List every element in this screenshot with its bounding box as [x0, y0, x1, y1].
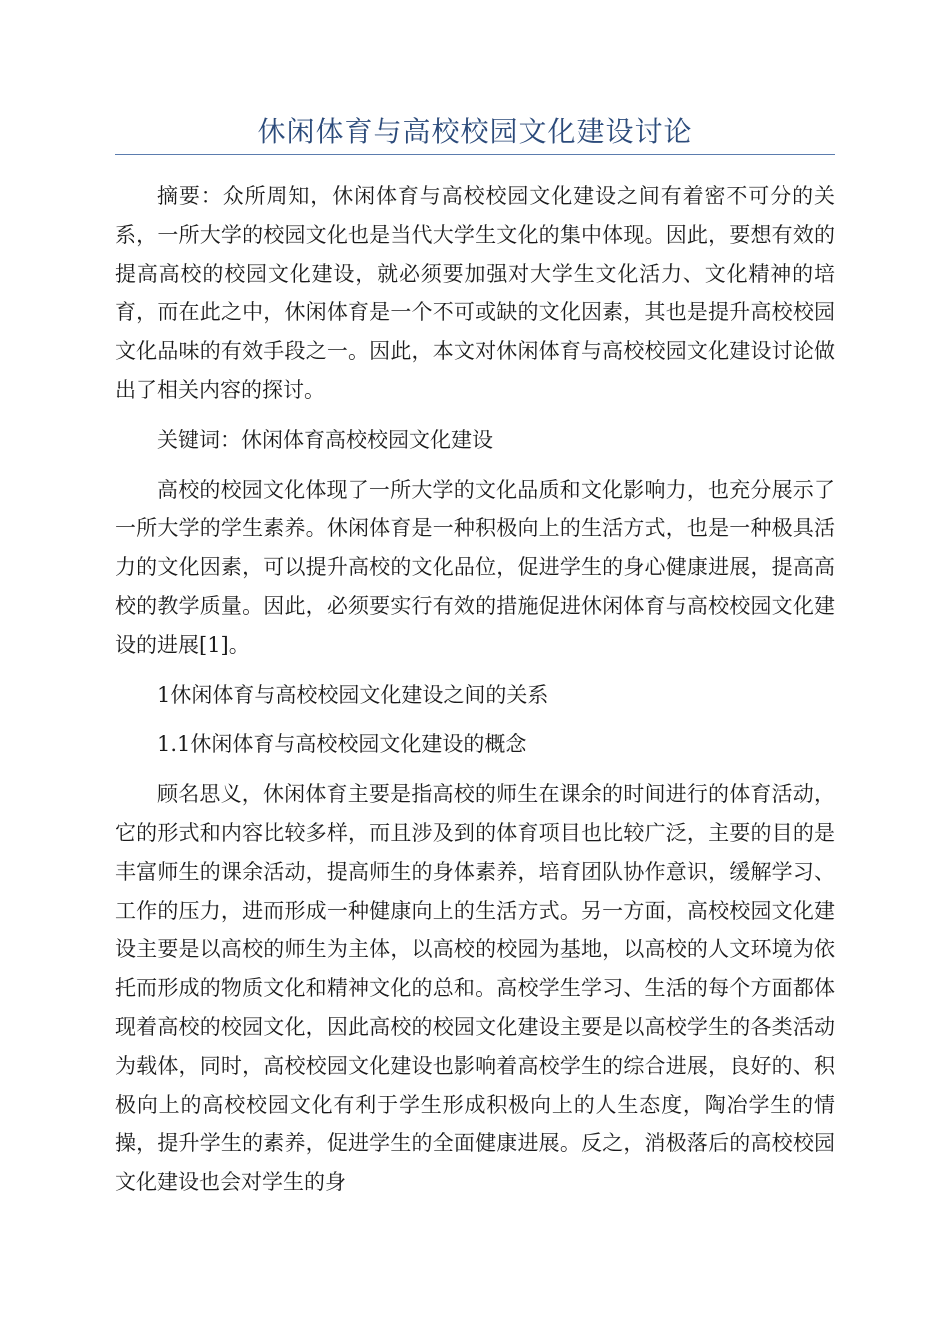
document-title: 休闲体育与高校校园文化建设讨论 — [257, 115, 693, 148]
body-paragraph: 顾名思义，休闲体育主要是指高校的师生在课余的时间进行的体育活动，它的形式和内容比较多样，而且涉及到的体育项目也比较广泛，主要的目的是丰富师生的课余活动，提高师生的身体素养，培育团队协作意识，缓解学习、工作的压力，进而形成一种健康向上的生活方式。另一方面，高校校园文化建设主要是以高校的师生为主体，以高校的校园为基地，以高校的人文环境为依托而形成的物质文化和精神文化的总和。高校学生学习、生活的每个方面都体现着高校的校园文化，因此高校的校园文化建设主要是以高校学生的各类活动为载体，同时，高校校园文化建设也影响着高校学生的综合进展，良好的、积极向上的高校校园文化有利于学生形成积极向上的人生态度，陶冶学生的情操，提升学生的素养，促进学生的全面健康进展。反之，消极落后的高校校园文化建设也会对学生的身 — [115, 782, 835, 1195]
section-heading-1: 1休闲体育与高校校园文化建设之间的关系 — [157, 682, 549, 707]
intro-paragraph: 高校的校园文化体现了一所大学的文化品质和文化影响力，也充分展示了一所大学的学生素养。休闲体育是一种积极向上的生活方式，也是一种极具活力的文化因素，可以提升高校的文化品位，促进学生的身心健康进展，提高高校的教学质量。因此，必须要实行有效的措施促进休闲体育与高校校园文化建设的进展[1]。 — [115, 477, 835, 657]
title-underline — [115, 154, 835, 155]
document-page — [115, 0, 835, 1202]
keywords-paragraph: 关键词：休闲体育高校校园文化建设 — [157, 427, 493, 452]
abstract-paragraph: 摘要：众所周知，休闲体育与高校校园文化建设之间有着密不可分的关系，一所大学的校园文化也是当代大学生文化的集中体现。因此，要想有效的提高高校的校园文化建设，就必须要加强对大学生文化活力、文化精神的培育，而在此之中，休闲体育是一个不可或缺的文化因素，其也是提升高校校园文化品味的有效手段之一。因此，本文对休闲体育与高校校园文化建设讨论做出了相关内容的探讨。 — [115, 184, 835, 402]
section-heading-1-1: 1.1休闲体育与高校校园文化建设的概念 — [157, 732, 527, 757]
